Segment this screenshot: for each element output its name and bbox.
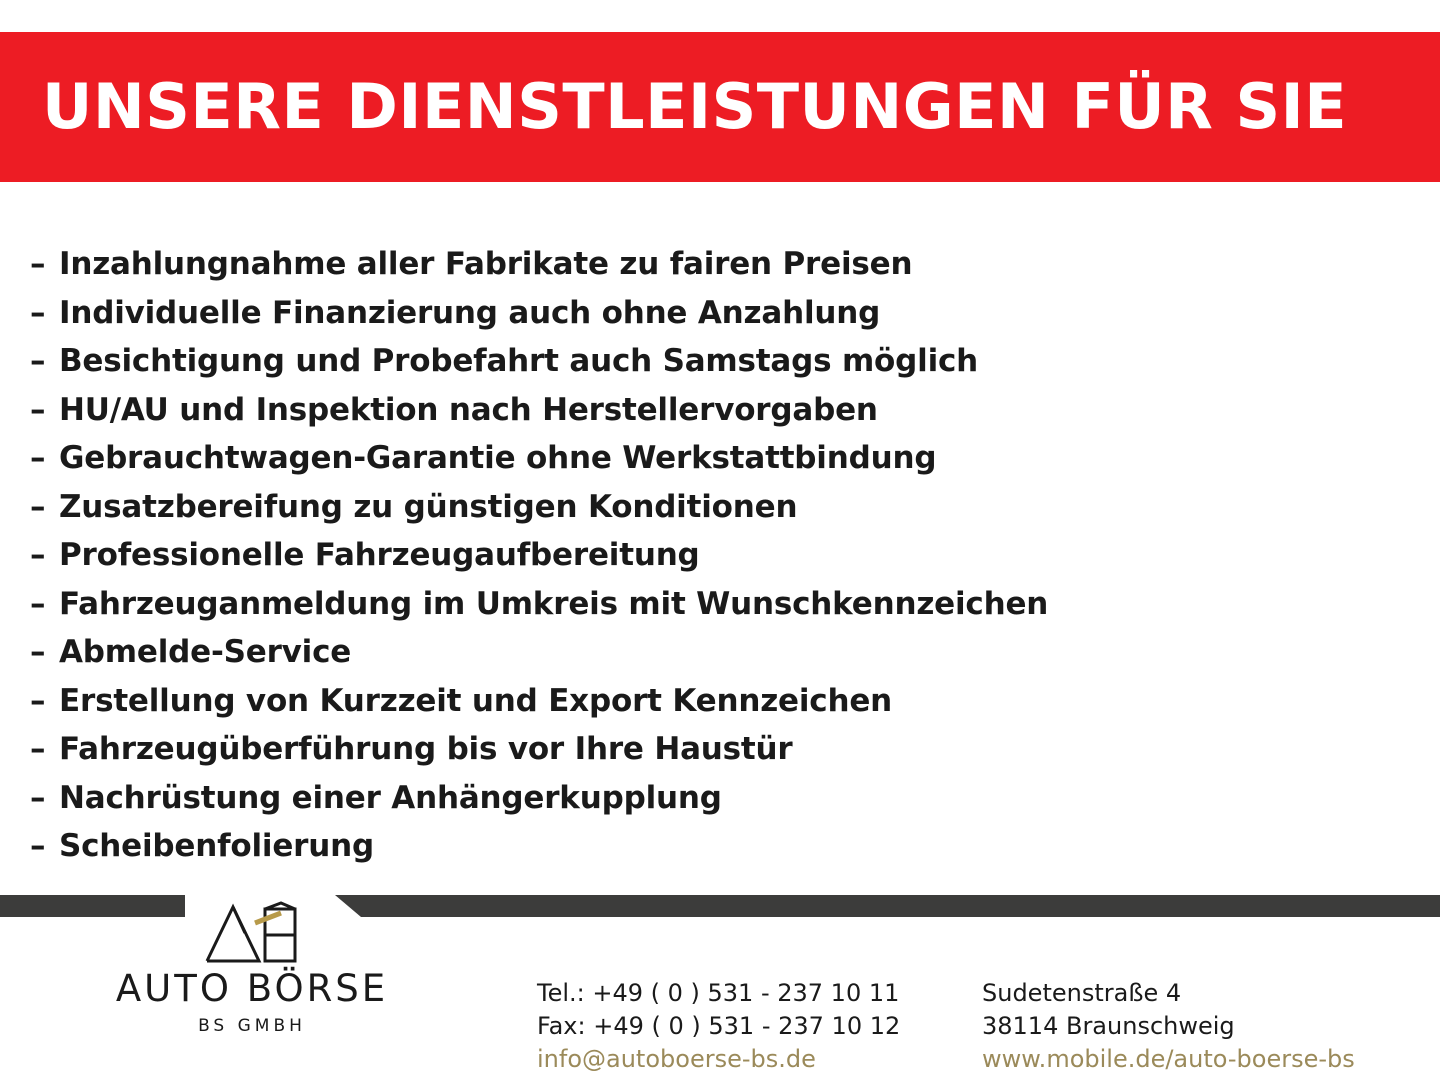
company-logo bbox=[72, 901, 432, 1036]
list-bullet: – bbox=[30, 246, 46, 282]
address-city: 38114 Braunschweig bbox=[982, 1012, 1235, 1040]
list-item bbox=[30, 725, 1440, 774]
page-title: UNSERE DIENSTLEISTUNGEN FÜR SIE bbox=[42, 70, 1348, 143]
email-link[interactable]: info@autoboerse-bs.de bbox=[537, 1045, 816, 1073]
list-item-label: Nachrüstung einer Anhängerkupplung bbox=[59, 779, 722, 816]
list-item-label: Fahrzeugüberführung bis vor Ihre Haustür bbox=[59, 731, 793, 767]
list-item bbox=[30, 628, 1440, 677]
list-bullet: – bbox=[30, 440, 46, 476]
logo-mark-icon bbox=[72, 901, 432, 963]
list-bullet: – bbox=[30, 779, 46, 816]
list-item-label: Abmelde-Service bbox=[59, 634, 352, 670]
list-bullet: – bbox=[30, 828, 46, 864]
list-item bbox=[30, 677, 1440, 726]
list-item-label: Fahrzeuganmeldung im Umkreis mit Wunschkennzeichen bbox=[59, 585, 1049, 622]
list-item bbox=[30, 822, 1440, 871]
list-item bbox=[30, 240, 1440, 289]
list-item-label: Scheibenfolierung bbox=[59, 828, 374, 864]
company-legal-form: BS GMBH bbox=[198, 1016, 306, 1036]
list-item-label: Individuelle Finanzierung auch ohne Anzahlung bbox=[59, 294, 881, 331]
footer bbox=[0, 895, 1440, 1080]
company-name: AUTO BÖRSE bbox=[115, 967, 389, 1010]
list-item-label: Zusatzbereifung zu günstigen Konditionen bbox=[59, 488, 798, 525]
list-bullet: – bbox=[30, 537, 46, 573]
list-item bbox=[30, 386, 1440, 435]
list-item-label: Professionelle Fahrzeugaufbereitung bbox=[59, 537, 700, 573]
list-bullet: – bbox=[30, 731, 46, 767]
list-item bbox=[30, 483, 1440, 532]
services-list bbox=[0, 240, 1440, 871]
list-bullet: – bbox=[30, 391, 46, 428]
list-item bbox=[30, 289, 1440, 338]
list-item bbox=[30, 774, 1440, 823]
list-bullet: – bbox=[30, 343, 46, 379]
contact-block bbox=[537, 977, 900, 1076]
list-item-label: HU/AU und Inspektion nach Herstellervorgaben bbox=[59, 391, 878, 428]
list-bullet: – bbox=[30, 488, 46, 525]
address-block bbox=[982, 977, 1355, 1076]
phone-number: Tel.: +49 ( 0 ) 531 - 237 10 11 bbox=[537, 979, 900, 1007]
list-item-label: Erstellung von Kurzzeit und Export Kennzeichen bbox=[59, 682, 893, 719]
list-bullet: – bbox=[30, 585, 46, 622]
list-bullet: – bbox=[30, 682, 46, 719]
list-item bbox=[30, 531, 1440, 580]
list-bullet: – bbox=[30, 294, 46, 331]
list-bullet: – bbox=[30, 634, 46, 670]
list-item bbox=[30, 580, 1440, 629]
list-item-label: Gebrauchtwagen-Garantie ohne Werkstattbindung bbox=[59, 440, 937, 476]
list-item-label: Inzahlungnahme aller Fabrikate zu fairen Preisen bbox=[59, 246, 913, 282]
website-link[interactable]: www.mobile.de/auto-boerse-bs bbox=[982, 1045, 1355, 1073]
header-banner bbox=[0, 32, 1440, 182]
list-item bbox=[30, 337, 1440, 386]
list-item bbox=[30, 434, 1440, 483]
list-item-label: Besichtigung und Probefahrt auch Samstags möglich bbox=[59, 343, 979, 379]
fax-number: Fax: +49 ( 0 ) 531 - 237 10 12 bbox=[537, 1012, 901, 1040]
address-street: Sudetenstraße 4 bbox=[982, 979, 1182, 1007]
